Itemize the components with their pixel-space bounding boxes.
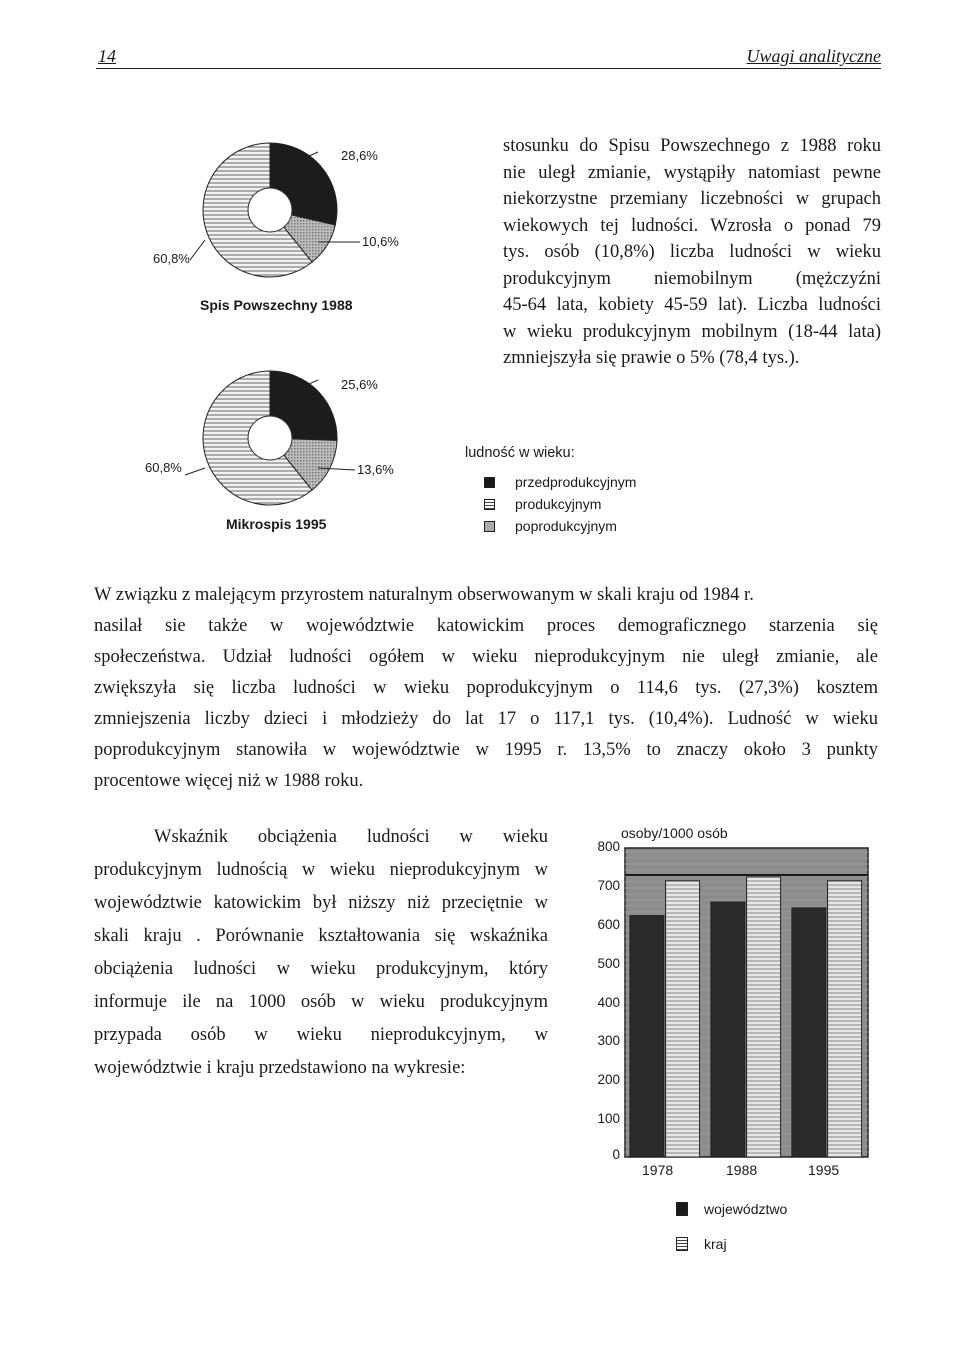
pie2-label-poprodukcyjny: 13,6% <box>357 462 394 477</box>
pie-center-hole <box>248 188 292 232</box>
pie2-label-produkcyjny: 60,8% <box>145 460 182 475</box>
legend-swatch <box>484 521 495 532</box>
pie1-label-przedprodukcyjny: 28,6% <box>341 148 378 163</box>
plot-area <box>625 848 868 1157</box>
bar-kraj-1995 <box>828 881 862 1157</box>
legend-item-poprodukcyjny: poprodukcyjnym <box>484 515 636 537</box>
legend-item-przedprodukcyjny: przedprodukcyjnym <box>484 471 636 493</box>
legend-item-kraj: kraj <box>676 1227 787 1261</box>
y-tick-400: 400 <box>597 995 620 1010</box>
paragraph-bottom: Wskaźnik obciążenia ludności w wieku produkcyjnym ludnością w wieku nieprodukcyjnym w województwie katowickim był niższy niż przeciętnie w skali kraju . Porównanie kształtowania się wskaźnika obciążenia ludności w wieku produkcyjnym, który informuje ile na 1000 osób w wieku produkcyjnym przypada osób w wieku nieprodukcyjnym, w województwie i kraju przedstawiono na wykresie: <box>94 827 548 1078</box>
bar-województwo-1995 <box>792 908 826 1157</box>
y-tick-600: 600 <box>597 917 620 932</box>
y-tick-0: 0 <box>612 1147 620 1162</box>
legend-item-produkcyjny: produkcyjnym <box>484 493 636 515</box>
pie1-label-poprodukcyjny: 10,6% <box>362 234 399 249</box>
bar-legend <box>676 1191 787 1261</box>
bar-kraj-1978 <box>666 881 700 1157</box>
bar-kraj-1988 <box>747 877 781 1157</box>
legend-item-wojewodztwo: województwo <box>676 1191 787 1227</box>
pie-charts <box>0 130 480 550</box>
pie2-caption: Mikrospis 1995 <box>226 516 327 532</box>
pie2-label-przedprodukcyjny: 25,6% <box>341 377 378 392</box>
x-tick-1978: 1978 <box>642 1162 674 1178</box>
page-header <box>96 42 881 69</box>
y-tick-500: 500 <box>597 956 620 971</box>
pie1-label-produkcyjny: 60,8% <box>153 251 190 266</box>
running-title: Uwagi analityczne <box>746 46 881 66</box>
x-tick-1988: 1988 <box>726 1162 758 1178</box>
pie-center-hole <box>248 416 292 460</box>
paragraph-right: stosunku do Spisu Powszechnego z 1988 roku nie uległ zmianie, wystąpiły natomiast pewne niekorzystne przemiany liczebności w grupach wiekowych tej ludności. Wzrosła o ponad 79 tys. osób (10,8%) liczba ludności w wieku produkcyjnym niemobilnym (mężczyźni 45-64 lata, kobiety 45-59 lat). Liczba ludności w wieku produkcyjnym mobilnym (18-44 lata) zmniejszyła się prawie o 5% (78,4 tys.). <box>503 136 881 368</box>
legend-swatch <box>676 1202 688 1216</box>
x-tick-1995: 1995 <box>808 1162 840 1178</box>
y-tick-100: 100 <box>597 1111 620 1126</box>
pie-leader-line <box>185 468 205 475</box>
y-tick-800: 800 <box>597 839 620 854</box>
y-tick-300: 300 <box>597 1033 620 1048</box>
y-tick-700: 700 <box>597 878 620 893</box>
paragraph-middle: W związku z malejącym przyrostem naturalnym obserwowanym w skali kraju od 1984 r. nasilał sie także w województwie katowickim proces demograficznego starzenia się społeczeństwa. Udział ludności ogółem w wieku nieprodukcyjnym nie uległ zmianie, ale zwiększyła się liczba ludności w wieku poprodukcyjnym o 114,6 tys. (27,3%) kosztem zmniejszenia liczby dzieci i młodzieży do lat 17 o 117,1 tys. (10,4%). Ludność w wieku poprodukcyjnym stanowiła w województwie w 1995 r. 13,5% to znaczy około 3 punkty procentowe więcej niż w 1988 roku. <box>94 585 878 791</box>
pie-legend-title: ludność w wieku: <box>465 445 575 461</box>
pie-leader-line <box>190 240 205 260</box>
chart-ylabel: osoby/1000 osób <box>621 825 728 841</box>
legend-swatch <box>484 477 495 488</box>
bar-województwo-1988 <box>711 902 745 1157</box>
pie-legend <box>465 445 636 537</box>
page-number: 14 <box>98 46 116 66</box>
legend-swatch <box>676 1237 688 1251</box>
pie1-caption: Spis Powszechny 1988 <box>200 297 353 313</box>
y-tick-200: 200 <box>597 1072 620 1087</box>
legend-swatch <box>484 499 495 510</box>
bar-województwo-1978 <box>630 916 664 1157</box>
